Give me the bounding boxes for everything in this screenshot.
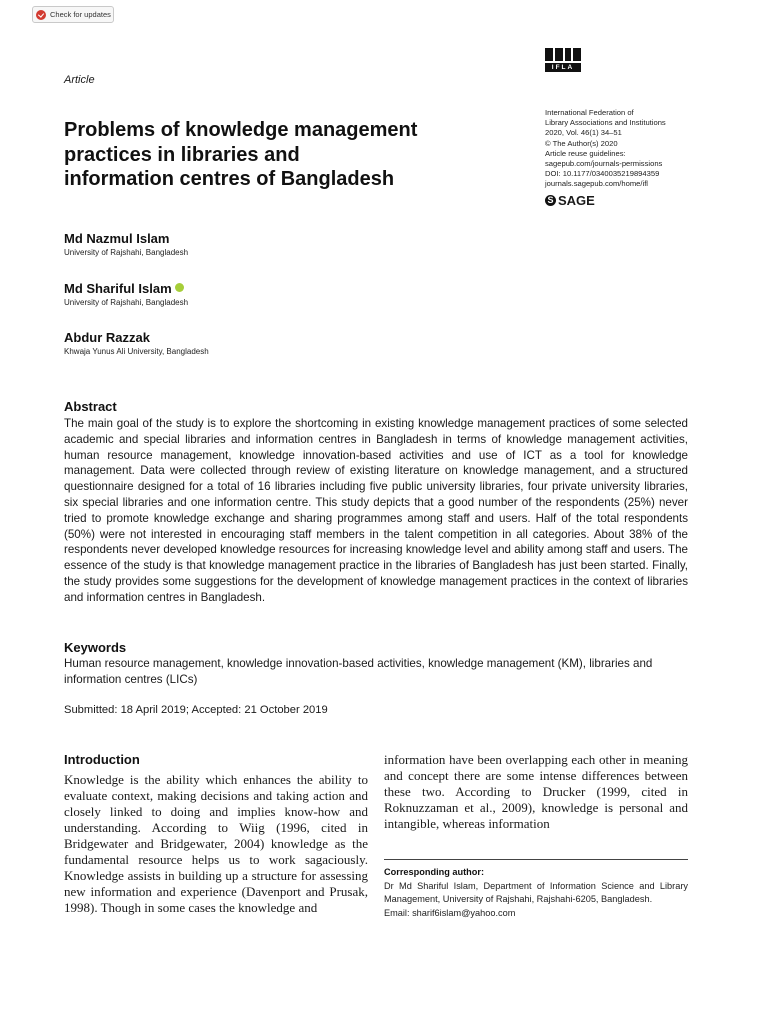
author-name: Md Nazmul Islam xyxy=(64,231,170,246)
keywords-text: Human resource management, knowledge innovation-based activities, knowledge management (KM), libraries and information centres (LICs) xyxy=(64,657,653,686)
ifla-logo-text: IFLA xyxy=(545,63,581,72)
doi-link[interactable]: DOI: 10.1177/0340035219894359 xyxy=(545,169,660,179)
corresponding-author-address: Dr Md Shariful Islam, Department of Information Science and Library Management, University of Rajshahi, Rajshahi-6205, Bangladesh. xyxy=(384,880,688,904)
title-line: information centres of Bangladesh xyxy=(64,168,395,190)
journal-info-line: © The Author(s) 2020 xyxy=(545,138,618,148)
sage-logo xyxy=(545,193,595,208)
author-affiliation: University of Rajshahi, Bangladesh xyxy=(64,248,189,257)
permissions-link[interactable]: sagepub.com/journals-permissions xyxy=(545,159,663,169)
footnote-divider xyxy=(384,859,688,860)
introduction-heading: Introduction xyxy=(64,752,140,767)
check-for-updates-label: Check for updates xyxy=(50,10,111,19)
author-block xyxy=(64,281,188,307)
article-title xyxy=(64,118,504,192)
introduction-column-2: information have been overlapping each other in meaning and concept there are some intense differences between these two. According to Drucker (1999, cited in Roknuzzaman et al., 2009), knowledge is personal and intangible, whereas information xyxy=(384,752,688,831)
author-name-line xyxy=(64,281,188,296)
orcid-icon[interactable] xyxy=(175,283,184,292)
author-name: Md Shariful Islam xyxy=(64,281,172,296)
author-name: Abdur Razzak xyxy=(64,330,150,345)
journal-info-line: International Federation of xyxy=(545,108,634,117)
journal-info-line: Library Associations and Institutions xyxy=(545,118,666,128)
journal-info-line: Article reuse guidelines: xyxy=(545,148,626,158)
journal-info-line: 2020, Vol. 46(1) 34–51 xyxy=(545,128,622,138)
author-affiliation: Khwaja Yunus Ali University, Bangladesh xyxy=(64,347,209,356)
keywords-heading: Keywords xyxy=(64,640,127,655)
check-updates-icon xyxy=(36,10,46,20)
title-line: practices in libraries and xyxy=(64,143,300,166)
abstract-text: The main goal of the study is to explore the shortcoming in existing knowledge management practices of some selected academic and special libraries and information centres in Bangladesh in terms of knowledge management activities, human resource management, knowledge innovation-based activities and use of ICT as a tool for knowledge management. Data were collected through review of existing literature on knowledge management, and a structured questionnaire designed for a total of 16 libraries including five public university libraries, four private university libraries, six special libraries and one information centre. This study depicts that a good number of the respondents (25%) never tried to promote knowledge exchange and sharing programmes among staff and users. Half of the total respondents (50%) were not interested in encouraging staff members in the talent competition in all categories. About 38% of the respondents never developed knowledge resources for increasing knowledge level and ability among staff and users. The essence of the study is that knowledge management practice in the libraries of Bangladesh has just been started. Finally, the study provides some suggestions for the development of knowledge management practices in the context of libraries and information centres in Bangladesh. xyxy=(64,417,688,604)
introduction-column-1: Knowledge is the ability which enhances the ability to evaluate context, making decisions and taking action and closely linked to doing and implies know-how and understanding. According to Wiig (1996, cited in Bridgewater and Bridgewater, 2004) knowledge as the fundamental resource helps us to work sagaciously. Knowledge assists in building up a structure for assessing new information and experience (Davenport and Prusak, 1998). Though in some cases the knowledge and xyxy=(64,772,368,915)
author-block xyxy=(64,231,188,257)
corresponding-author-email[interactable]: Email: sharif6islam@yahoo.com xyxy=(384,907,516,918)
journal-home-link[interactable]: journals.sagepub.com/home/ifl xyxy=(545,179,648,189)
corresponding-author-block xyxy=(384,866,688,920)
article-type-label: Article xyxy=(64,74,95,86)
title-line: Problems of knowledge management xyxy=(64,119,418,141)
author-affiliation: University of Rajshahi, Bangladesh xyxy=(64,298,189,307)
sage-logo-icon: S xyxy=(545,195,556,206)
check-for-updates-button[interactable] xyxy=(32,6,114,23)
corresponding-author-label: Corresponding author: xyxy=(384,867,485,877)
ifla-logo xyxy=(545,48,581,72)
submission-dates: Submitted: 18 April 2019; Accepted: 21 October 2019 xyxy=(64,704,328,716)
sage-logo-text: SAGE xyxy=(558,193,595,208)
author-block xyxy=(64,330,209,356)
abstract-heading: Abstract xyxy=(64,399,117,414)
journal-info xyxy=(545,108,666,190)
